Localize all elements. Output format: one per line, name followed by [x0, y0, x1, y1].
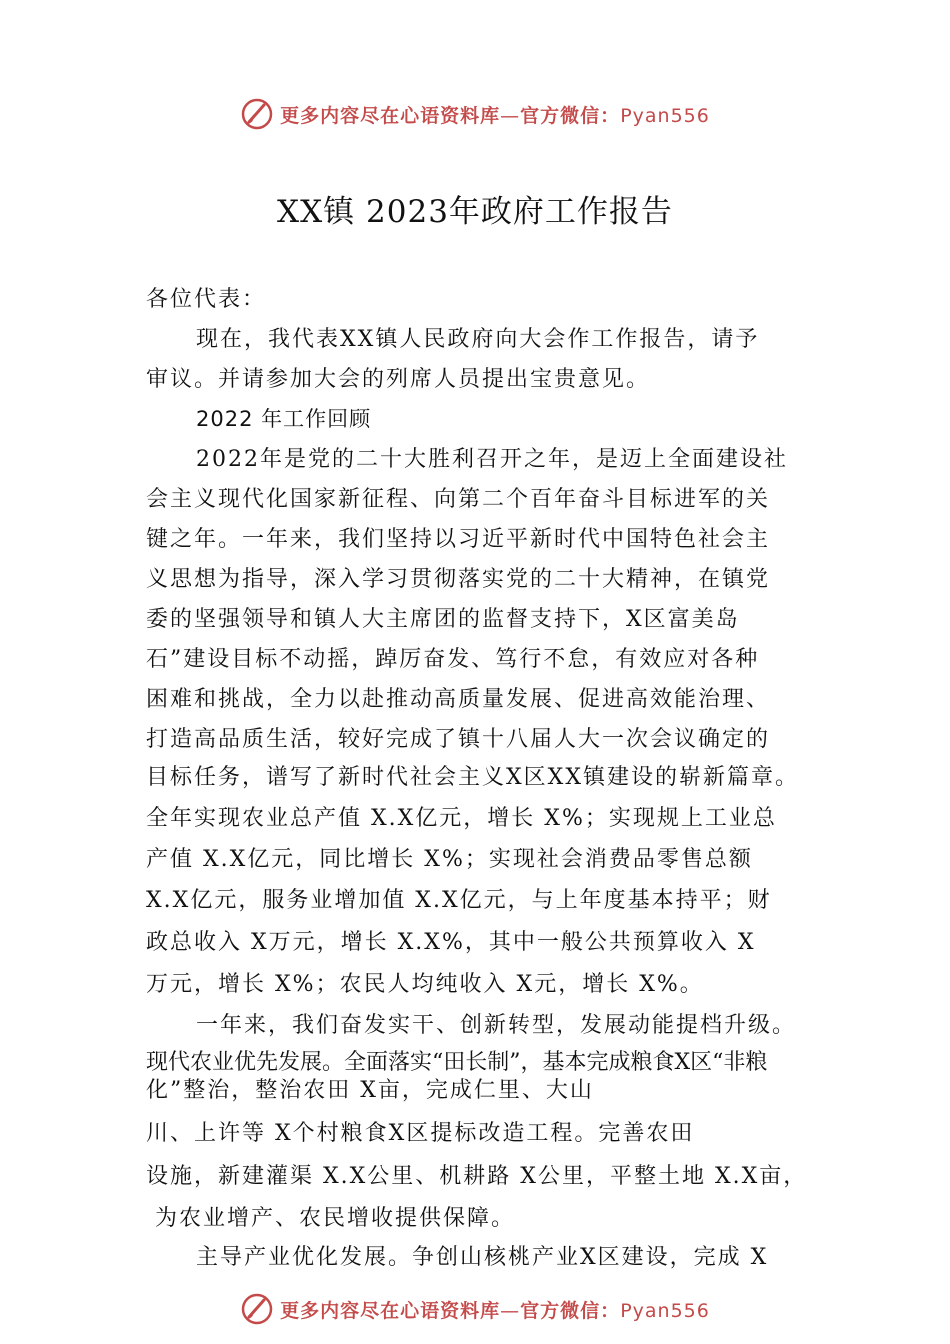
- body-line: X.X亿元，服务业增加值 X.X亿元，与上年度基本持平；财: [146, 888, 772, 913]
- body-line: 现代农业优先发展。全面落实“田长制”，基本完成粮食X区“非粮: [146, 1050, 768, 1075]
- body-line: 打造高品质生活，较好完成了镇十八届人大一次会议确定的: [146, 727, 771, 752]
- brush-logo-icon: [240, 97, 274, 131]
- body-line: 石”建设目标不动摇，踔厉奋发、笃行不怠，有效应对各种: [146, 647, 760, 672]
- body-line: 全年实现农业总产值 X.X亿元，增长 X%；实现规上工业总: [146, 806, 777, 831]
- body-line: 现在，我代表XX镇人民政府向大会作工作报告，请予: [196, 327, 760, 352]
- header-watermark: [0, 94, 950, 134]
- watermark-wechat-id: Pyan556: [620, 104, 710, 127]
- body-line: 会主义现代化国家新征程、向第二个百年奋斗目标进军的关: [146, 487, 771, 512]
- body-line: 义思想为指导，深入学习贯彻落实党的二十大精神，在镇党: [146, 567, 771, 592]
- section-heading: 2022 年工作回顾: [196, 407, 372, 431]
- watermark-text: [280, 101, 710, 128]
- body-line: 产值 X.X亿元，同比增长 X%；实现社会消费品零售总额: [146, 847, 753, 872]
- footer-watermark: [0, 1289, 950, 1329]
- body-line: 设施，新建灌渠 X.X公里、机耕路 X公里，平整土地 X.X亩，: [146, 1164, 808, 1189]
- body-line: 化”整治，整治农田 X亩，完成仁里、大山: [146, 1078, 594, 1103]
- document-title: XX镇 2023年政府工作报告: [277, 194, 673, 230]
- body-line: 一年来，我们奋发实干、创新转型，发展动能提档升级。: [196, 1013, 797, 1038]
- watermark-library-name: 更多内容尽在心语资料库: [280, 104, 501, 127]
- body-line: 为农业增产、农民增收提供保障。: [146, 1206, 515, 1231]
- salutation: 各位代表：: [146, 287, 267, 312]
- watermark-text: [280, 1296, 710, 1323]
- body-line: 目标任务，谱写了新时代社会主义X区XX镇建设的崭新篇章。: [146, 765, 799, 790]
- body-line: 委的坚强领导和镇人大主席团的监督支持下，X区富美岛: [146, 607, 740, 632]
- watermark-separator: —: [500, 104, 521, 127]
- watermark-library-name: 更多内容尽在心语资料库: [280, 1299, 501, 1322]
- body-line: 政总收入 X万元，增长 X.X%，其中一般公共预算收入 X: [146, 930, 756, 955]
- body-line: 困难和挑战，全力以赴推动高质量发展、促进高效能治理、: [146, 687, 771, 712]
- body-line: 审议。并请参加大会的列席人员提出宝贵意见。: [146, 367, 651, 392]
- watermark-wechat-label: 官方微信：: [520, 104, 621, 127]
- watermark-wechat-id: Pyan556: [620, 1299, 710, 1322]
- watermark-separator: —: [500, 1299, 521, 1322]
- body-line: 主导产业优化发展。争创山核桃产业X区建设，完成 X: [196, 1245, 769, 1270]
- body-line: 2022年是党的二十大胜利召开之年，是迈上全面建设社: [196, 447, 788, 472]
- body-line: 键之年。一年来，我们坚持以习近平新时代中国特色社会主: [146, 527, 771, 552]
- body-line: 川、上许等 X个村粮食X区提标改造工程。完善农田: [146, 1121, 695, 1146]
- body-line: 万元，增长 X%；农民人均纯收入 X元，增长 X%。: [146, 972, 704, 997]
- brush-logo-icon: [240, 1292, 274, 1326]
- watermark-wechat-label: 官方微信：: [520, 1299, 621, 1322]
